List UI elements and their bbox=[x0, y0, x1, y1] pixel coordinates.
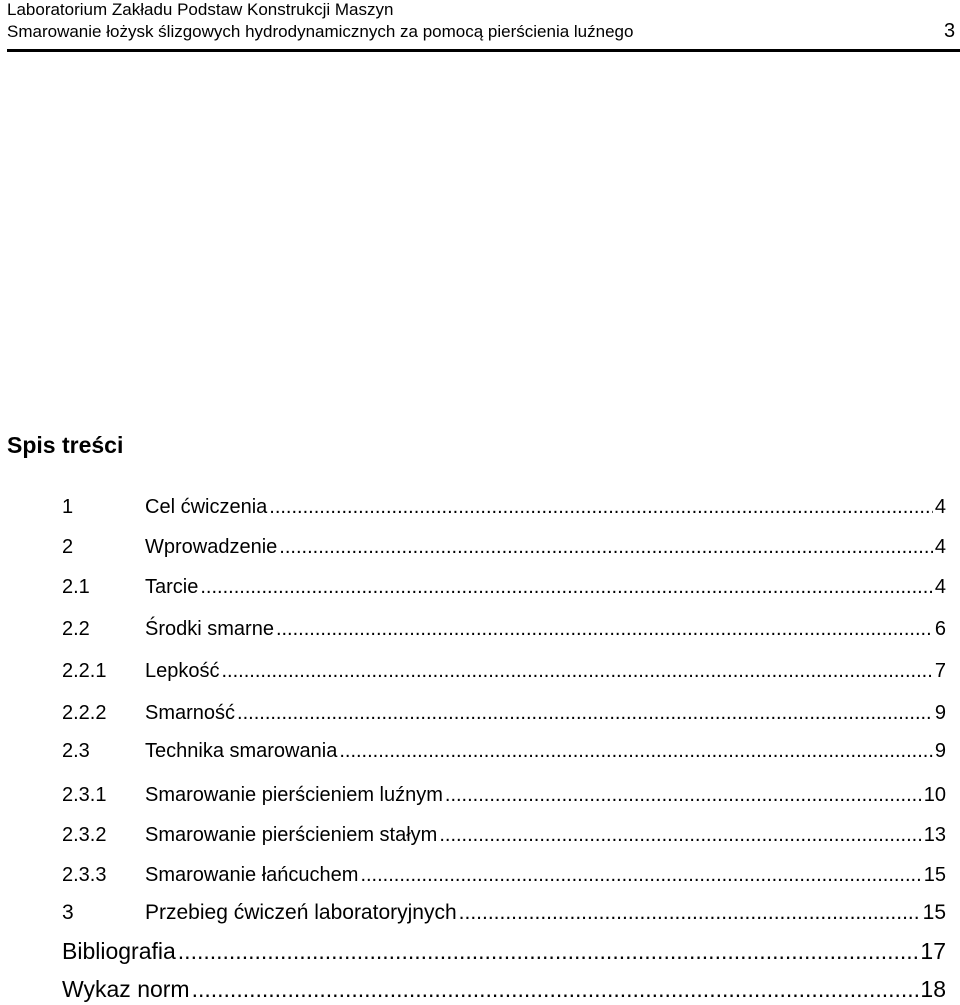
toc-entry-title[interactable]: Wykaz norm bbox=[62, 976, 190, 1002]
toc-dot-leader bbox=[360, 863, 921, 887]
toc-dot-leader bbox=[222, 659, 933, 683]
toc-entry-page: 4 bbox=[934, 536, 946, 558]
toc-entry-title[interactable]: Wprowadzenie bbox=[145, 536, 278, 558]
toc-entry-title[interactable]: Smarowanie łańcuchem bbox=[145, 864, 359, 886]
toc-entry-title[interactable]: Technika smarowania bbox=[145, 740, 338, 762]
toc-entry-title[interactable]: Smarowanie pierścieniem stałym bbox=[145, 824, 438, 846]
toc-entry-number: 2.1 bbox=[62, 576, 90, 598]
toc-entry-title[interactable]: Cel ćwiczenia bbox=[145, 496, 268, 518]
toc-entry-number: 3 bbox=[62, 901, 74, 924]
toc-dot-leader bbox=[339, 739, 933, 763]
page-header bbox=[7, 0, 960, 52]
toc-entry-title[interactable]: Bibliografia bbox=[62, 938, 176, 964]
toc-entry-number: 2.3.2 bbox=[62, 824, 107, 846]
toc-entry-title[interactable]: Lepkość bbox=[145, 660, 220, 682]
toc-entry-page: 9 bbox=[934, 740, 946, 762]
toc-dot-leader bbox=[200, 575, 933, 599]
header-document-title: Smarowanie łożysk ślizgowych hydrodynamicznych za pomocą pierścienia luźnego bbox=[7, 22, 634, 41]
toc-entry-number: 2.2 bbox=[62, 618, 90, 640]
toc-entry-number: 2.3.3 bbox=[62, 864, 107, 886]
toc-entry-page: 15 bbox=[922, 901, 946, 924]
header-lab-name: Laboratorium Zakładu Podstaw Konstrukcji Maszyn bbox=[7, 0, 394, 19]
toc-entry-number: 1 bbox=[62, 496, 74, 518]
toc-dot-leader bbox=[279, 535, 933, 559]
toc-heading: Spis treści bbox=[7, 432, 124, 458]
toc-entry-page: 4 bbox=[934, 496, 946, 518]
toc-entry-page: 15 bbox=[923, 864, 946, 886]
toc-dot-leader bbox=[445, 783, 922, 807]
toc-dot-leader bbox=[459, 900, 921, 926]
toc-entry-number: 2.3.1 bbox=[62, 784, 107, 806]
toc-dot-leader bbox=[237, 701, 933, 725]
header-page-number: 3 bbox=[944, 20, 956, 42]
toc-entry-page: 4 bbox=[934, 576, 946, 598]
toc-entry-page: 13 bbox=[923, 824, 946, 846]
toc-entry-page: 10 bbox=[923, 784, 946, 806]
toc-entry-title[interactable]: Smarność bbox=[145, 702, 236, 724]
toc-dot-leader bbox=[192, 975, 919, 1003]
header-divider bbox=[7, 49, 960, 52]
toc-entry-title[interactable]: Przebieg ćwiczeń laboratoryjnych bbox=[145, 901, 457, 924]
toc-dot-leader bbox=[439, 823, 921, 847]
toc-entry-title[interactable]: Tarcie bbox=[145, 576, 199, 598]
toc-entry-page: 18 bbox=[920, 976, 946, 1002]
toc-entry-page: 9 bbox=[934, 702, 946, 724]
toc-entry-number: 2.2.1 bbox=[62, 660, 107, 682]
toc-dot-leader bbox=[276, 617, 933, 641]
toc-entry-page: 6 bbox=[934, 618, 946, 640]
toc-entry-number: 2.2.2 bbox=[62, 702, 107, 724]
toc-entry-page: 7 bbox=[934, 660, 946, 682]
toc-entry-page: 17 bbox=[920, 938, 946, 964]
toc-entry-number: 2 bbox=[62, 536, 74, 558]
toc-entry-title[interactable]: Smarowanie pierścieniem luźnym bbox=[145, 784, 443, 806]
toc-dot-leader bbox=[178, 937, 919, 965]
toc-entry-number: 2.3 bbox=[62, 740, 90, 762]
toc-entry-title[interactable]: Środki smarne bbox=[145, 618, 274, 640]
toc-dot-leader bbox=[269, 495, 933, 519]
